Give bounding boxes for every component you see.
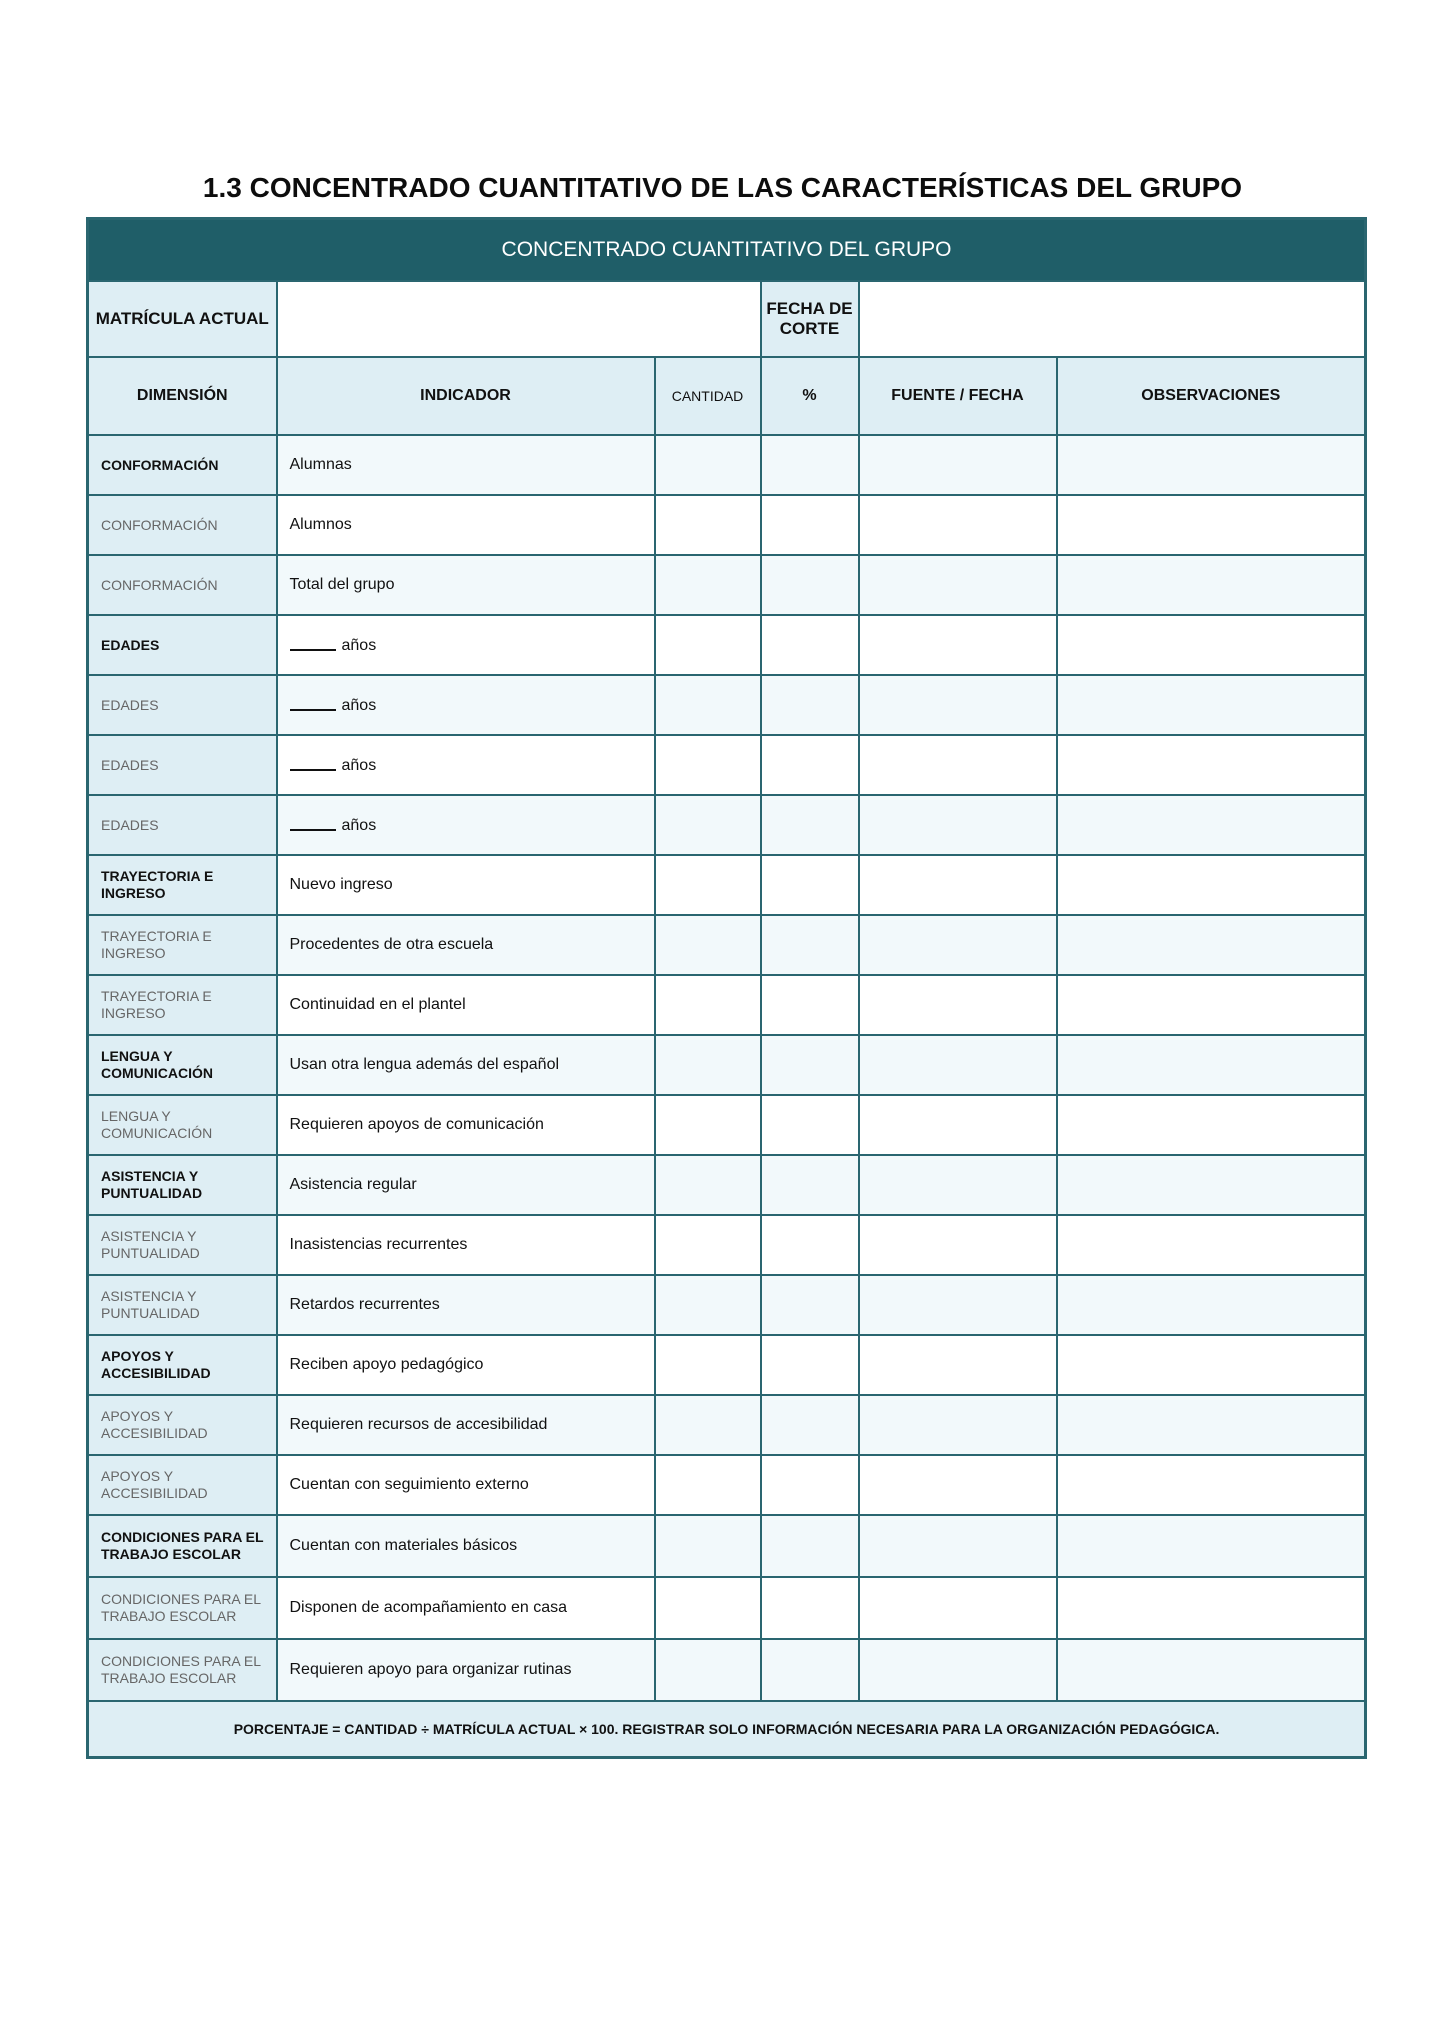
fuente-fecha-cell[interactable]	[859, 855, 1057, 915]
table-row	[88, 1095, 1366, 1155]
cantidad-cell[interactable]	[655, 1577, 761, 1639]
indicador-label: años	[341, 637, 377, 654]
indicador-cell: Cuentan con materiales básicos	[277, 1515, 655, 1577]
cantidad-cell[interactable]	[655, 795, 761, 855]
dimension-cell: APOYOS Y ACCESIBILIDAD	[88, 1455, 277, 1515]
fuente-fecha-cell[interactable]	[859, 1215, 1057, 1275]
observaciones-cell[interactable]	[1057, 1335, 1366, 1395]
header-dimension: DIMENSIÓN	[88, 357, 277, 435]
fuente-fecha-cell[interactable]	[859, 1639, 1057, 1701]
indicador-label: años	[341, 817, 377, 834]
porcentaje-cell[interactable]	[761, 1035, 859, 1095]
cantidad-cell[interactable]	[655, 1395, 761, 1455]
observaciones-cell[interactable]	[1057, 435, 1366, 495]
table-row	[88, 435, 1366, 495]
observaciones-cell[interactable]	[1057, 915, 1366, 975]
fuente-fecha-cell[interactable]	[859, 1095, 1057, 1155]
fuente-fecha-cell[interactable]	[859, 1395, 1057, 1455]
porcentaje-cell[interactable]	[761, 1155, 859, 1215]
fuente-fecha-cell[interactable]	[859, 795, 1057, 855]
cantidad-cell[interactable]	[655, 735, 761, 795]
table-row	[88, 675, 1366, 735]
observaciones-cell[interactable]	[1057, 975, 1366, 1035]
observaciones-cell[interactable]	[1057, 1639, 1366, 1701]
observaciones-cell[interactable]	[1057, 1395, 1366, 1455]
cantidad-cell[interactable]	[655, 1215, 761, 1275]
indicador-cell: Alumnas	[277, 435, 655, 495]
porcentaje-cell[interactable]	[761, 1577, 859, 1639]
table-row	[88, 1035, 1366, 1095]
porcentaje-cell[interactable]	[761, 495, 859, 555]
table-row	[88, 495, 1366, 555]
table-banner: CONCENTRADO CUANTITATIVO DEL GRUPO	[88, 219, 1366, 282]
observaciones-cell[interactable]	[1057, 1035, 1366, 1095]
dimension-cell: EDADES	[88, 675, 277, 735]
table-row	[88, 1215, 1366, 1275]
dimension-cell: LENGUA Y COMUNICACIÓN	[88, 1095, 277, 1155]
indicador-cell: Usan otra lengua además del español	[277, 1035, 655, 1095]
porcentaje-cell[interactable]	[761, 915, 859, 975]
observaciones-cell[interactable]	[1057, 1455, 1366, 1515]
fuente-fecha-cell[interactable]	[859, 975, 1057, 1035]
porcentaje-cell[interactable]	[761, 1095, 859, 1155]
fuente-fecha-cell[interactable]	[859, 1577, 1057, 1639]
dimension-cell: CONFORMACIÓN	[88, 555, 277, 615]
table-row	[88, 855, 1366, 915]
table-row	[88, 1155, 1366, 1215]
indicador-cell	[277, 675, 655, 735]
indicador-cell: Retardos recurrentes	[277, 1275, 655, 1335]
dimension-cell: EDADES	[88, 795, 277, 855]
indicador-cell: Requieren apoyos de comunicación	[277, 1095, 655, 1155]
table-row	[88, 1515, 1366, 1577]
observaciones-cell[interactable]	[1057, 1515, 1366, 1577]
dimension-cell: LENGUA Y COMUNICACIÓN	[88, 1035, 277, 1095]
table-row	[88, 1639, 1366, 1701]
dimension-cell: CONFORMACIÓN	[88, 495, 277, 555]
porcentaje-cell[interactable]	[761, 735, 859, 795]
fuente-fecha-cell[interactable]	[859, 1455, 1057, 1515]
fuente-fecha-cell[interactable]	[859, 1275, 1057, 1335]
table-row	[88, 975, 1366, 1035]
cantidad-cell[interactable]	[655, 855, 761, 915]
indicador-cell: Total del grupo	[277, 555, 655, 615]
fuente-fecha-cell[interactable]	[859, 735, 1057, 795]
porcentaje-cell[interactable]	[761, 1515, 859, 1577]
observaciones-cell[interactable]	[1057, 555, 1366, 615]
indicador-cell: Disponen de acompañamiento en casa	[277, 1577, 655, 1639]
porcentaje-cell[interactable]	[761, 675, 859, 735]
observaciones-cell[interactable]	[1057, 615, 1366, 675]
table-row	[88, 1395, 1366, 1455]
header-cantidad: CANTIDAD	[655, 357, 761, 435]
dimension-cell: EDADES	[88, 735, 277, 795]
porcentaje-cell[interactable]	[761, 975, 859, 1035]
cantidad-cell[interactable]	[655, 1275, 761, 1335]
indicador-cell: Requieren apoyo para organizar rutinas	[277, 1639, 655, 1701]
table-row	[88, 615, 1366, 675]
observaciones-cell[interactable]	[1057, 855, 1366, 915]
porcentaje-cell[interactable]	[761, 435, 859, 495]
dimension-cell: CONFORMACIÓN	[88, 435, 277, 495]
indicador-cell: Continuidad en el plantel	[277, 975, 655, 1035]
indicador-cell: Nuevo ingreso	[277, 855, 655, 915]
observaciones-cell[interactable]	[1057, 495, 1366, 555]
matricula-field[interactable]	[277, 281, 761, 357]
header-observaciones: OBSERVACIONES	[1057, 357, 1366, 435]
porcentaje-cell[interactable]	[761, 1395, 859, 1455]
cantidad-cell[interactable]	[655, 975, 761, 1035]
porcentaje-cell[interactable]	[761, 795, 859, 855]
cantidad-cell[interactable]	[655, 615, 761, 675]
footer-note: PORCENTAJE = CANTIDAD ÷ MATRÍCULA ACTUAL × 100. REGISTRAR SOLO INFORMACIÓN NECESARIA PARA LA ORGANIZACIÓN PEDAGÓGICA.	[88, 1701, 1366, 1758]
porcentaje-cell[interactable]	[761, 1275, 859, 1335]
cantidad-cell[interactable]	[655, 1155, 761, 1215]
table-row	[88, 735, 1366, 795]
porcentaje-cell[interactable]	[761, 1639, 859, 1701]
table-row	[88, 555, 1366, 615]
cantidad-cell[interactable]	[655, 1639, 761, 1701]
cantidad-cell[interactable]	[655, 1035, 761, 1095]
age-blank-line[interactable]	[290, 755, 336, 771]
cantidad-cell[interactable]	[655, 1455, 761, 1515]
porcentaje-cell[interactable]	[761, 1215, 859, 1275]
porcentaje-cell[interactable]	[761, 615, 859, 675]
porcentaje-cell[interactable]	[761, 1335, 859, 1395]
dimension-cell: CONDICIONES PARA EL TRABAJO ESCOLAR	[88, 1577, 277, 1639]
header-indicador: INDICADOR	[277, 357, 655, 435]
observaciones-cell[interactable]	[1057, 675, 1366, 735]
dimension-cell: TRAYECTORIA E INGRESO	[88, 855, 277, 915]
indicador-cell: Cuentan con seguimiento externo	[277, 1455, 655, 1515]
observaciones-cell[interactable]	[1057, 795, 1366, 855]
dimension-cell: ASISTENCIA Y PUNTUALIDAD	[88, 1155, 277, 1215]
indicador-cell	[277, 795, 655, 855]
observaciones-cell[interactable]	[1057, 1095, 1366, 1155]
age-blank-line[interactable]	[290, 635, 336, 651]
indicador-label: años	[341, 757, 377, 774]
cantidad-cell[interactable]	[655, 915, 761, 975]
indicador-cell: Asistencia regular	[277, 1155, 655, 1215]
dimension-cell: ASISTENCIA Y PUNTUALIDAD	[88, 1215, 277, 1275]
indicador-cell: Reciben apoyo pedagógico	[277, 1335, 655, 1395]
cantidad-cell[interactable]	[655, 435, 761, 495]
indicador-cell: Requieren recursos de accesibilidad	[277, 1395, 655, 1455]
observaciones-cell[interactable]	[1057, 735, 1366, 795]
dimension-cell: CONDICIONES PARA EL TRABAJO ESCOLAR	[88, 1515, 277, 1577]
porcentaje-cell[interactable]	[761, 855, 859, 915]
dimension-cell: CONDICIONES PARA EL TRABAJO ESCOLAR	[88, 1639, 277, 1701]
fuente-fecha-cell[interactable]	[859, 555, 1057, 615]
fuente-fecha-cell[interactable]	[859, 1515, 1057, 1577]
porcentaje-cell[interactable]	[761, 555, 859, 615]
fuente-fecha-cell[interactable]	[859, 1155, 1057, 1215]
dimension-cell: APOYOS Y ACCESIBILIDAD	[88, 1395, 277, 1455]
cantidad-cell[interactable]	[655, 495, 761, 555]
observaciones-cell[interactable]	[1057, 1215, 1366, 1275]
fuente-fecha-cell[interactable]	[859, 675, 1057, 735]
fecha-corte-label: FECHA DE CORTE	[761, 281, 859, 357]
indicador-cell: Alumnos	[277, 495, 655, 555]
indicador-label: años	[341, 697, 377, 714]
indicador-cell: Procedentes de otra escuela	[277, 915, 655, 975]
indicador-cell	[277, 735, 655, 795]
table-row	[88, 1335, 1366, 1395]
indicador-cell: Inasistencias recurrentes	[277, 1215, 655, 1275]
table-row	[88, 795, 1366, 855]
dimension-cell: ASISTENCIA Y PUNTUALIDAD	[88, 1275, 277, 1335]
page-title: 1.3 CONCENTRADO CUANTITATIVO DE LAS CARACTERÍSTICAS DEL GRUPO	[202, 172, 1243, 203]
observaciones-cell[interactable]	[1057, 1275, 1366, 1335]
fecha-corte-field[interactable]	[859, 281, 1366, 357]
table-row	[88, 915, 1366, 975]
table-row	[88, 1455, 1366, 1515]
dimension-cell: EDADES	[88, 615, 277, 675]
fuente-fecha-cell[interactable]	[859, 435, 1057, 495]
indicador-cell	[277, 615, 655, 675]
dimension-cell: APOYOS Y ACCESIBILIDAD	[88, 1335, 277, 1395]
observaciones-cell[interactable]	[1057, 1155, 1366, 1215]
cantidad-cell[interactable]	[655, 1515, 761, 1577]
cantidad-cell[interactable]	[655, 1335, 761, 1395]
dimension-cell: TRAYECTORIA E INGRESO	[88, 975, 277, 1035]
header-fuente-fecha: FUENTE / FECHA	[859, 357, 1057, 435]
observaciones-cell[interactable]	[1057, 1577, 1366, 1639]
fuente-fecha-cell[interactable]	[859, 495, 1057, 555]
table-row	[88, 1275, 1366, 1335]
age-blank-line[interactable]	[290, 815, 336, 831]
cantidad-cell[interactable]	[655, 675, 761, 735]
table-row	[88, 1577, 1366, 1639]
concentrado-table	[86, 217, 1367, 1759]
fuente-fecha-cell[interactable]	[859, 1335, 1057, 1395]
fuente-fecha-cell[interactable]	[859, 615, 1057, 675]
matricula-label: MATRÍCULA ACTUAL	[88, 281, 277, 357]
age-blank-line[interactable]	[290, 695, 336, 711]
porcentaje-cell[interactable]	[761, 1455, 859, 1515]
fuente-fecha-cell[interactable]	[859, 915, 1057, 975]
fuente-fecha-cell[interactable]	[859, 1035, 1057, 1095]
dimension-cell: TRAYECTORIA E INGRESO	[88, 915, 277, 975]
header-porcentaje: %	[761, 357, 859, 435]
cantidad-cell[interactable]	[655, 555, 761, 615]
cantidad-cell[interactable]	[655, 1095, 761, 1155]
